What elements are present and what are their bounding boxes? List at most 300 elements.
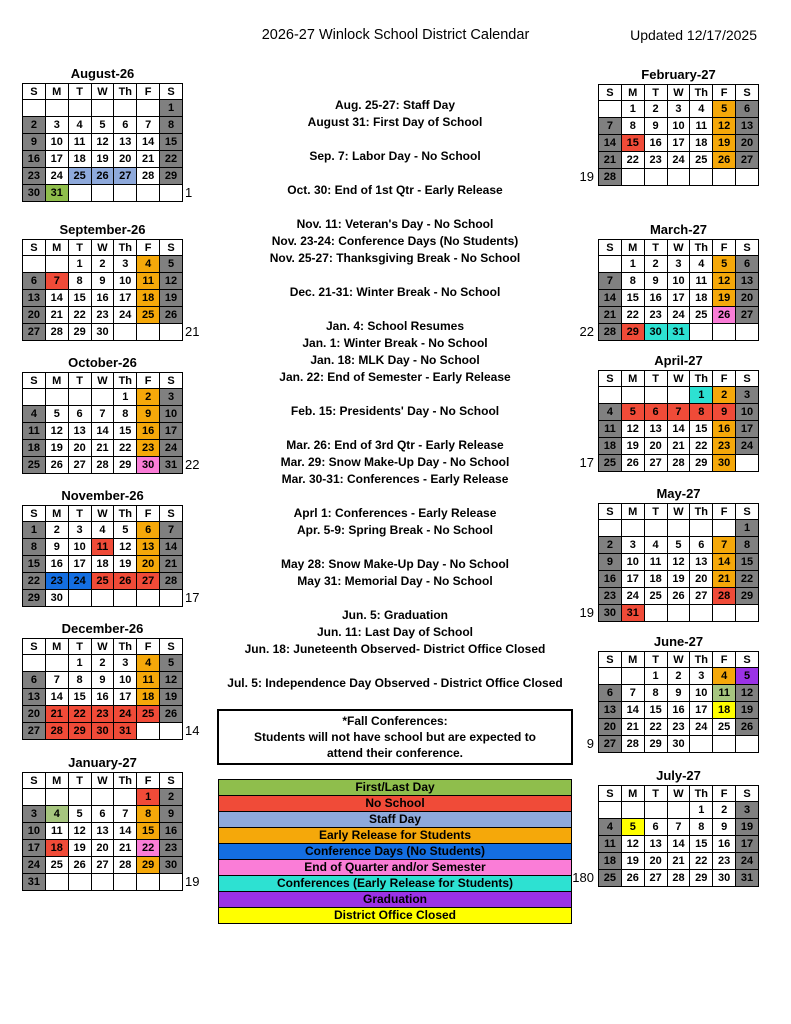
week-row bbox=[23, 307, 183, 324]
calendar-day: 27 bbox=[23, 324, 46, 341]
calendar-day: 6 bbox=[736, 256, 759, 273]
empty-cell bbox=[45, 256, 68, 273]
month-june-27 bbox=[586, 634, 759, 753]
day-header: W bbox=[667, 240, 690, 256]
calendar-day: 29 bbox=[137, 857, 160, 874]
calendar-day: 10 bbox=[23, 823, 46, 840]
calendar-day: 21 bbox=[621, 719, 644, 736]
calendar-day: 16 bbox=[644, 290, 667, 307]
calendar-day: 19 bbox=[91, 151, 114, 168]
event-group bbox=[209, 675, 581, 692]
calendar-day: 19 bbox=[160, 689, 183, 706]
day-header-row bbox=[599, 504, 759, 520]
month-february-27 bbox=[579, 67, 759, 186]
calendar-day: 2 bbox=[599, 537, 622, 554]
day-header: W bbox=[91, 373, 114, 389]
calendar-day: 30 bbox=[91, 324, 114, 341]
calendar-day: 8 bbox=[690, 819, 713, 836]
day-header: S bbox=[736, 652, 759, 668]
event-group bbox=[209, 437, 581, 488]
empty-cell bbox=[599, 256, 622, 273]
calendar-day: 21 bbox=[599, 307, 622, 324]
calendar-day: 12 bbox=[667, 554, 690, 571]
legend-row: Graduation bbox=[218, 891, 572, 908]
calendar-day: 1 bbox=[690, 387, 713, 404]
week-row bbox=[23, 689, 183, 706]
empty-cell bbox=[736, 736, 759, 753]
calendar-day: 30 bbox=[91, 723, 114, 740]
calendar-day: 20 bbox=[23, 706, 46, 723]
school-day-count: 17 bbox=[185, 590, 200, 605]
day-header-row bbox=[23, 240, 183, 256]
empty-cell bbox=[91, 789, 114, 806]
calendar-day: 9 bbox=[91, 672, 114, 689]
calendar-day: 28 bbox=[45, 324, 68, 341]
day-header: S bbox=[160, 373, 183, 389]
calendar-day: 16 bbox=[667, 702, 690, 719]
day-header: W bbox=[91, 639, 114, 655]
empty-cell bbox=[667, 605, 690, 622]
week-row bbox=[23, 151, 183, 168]
calendar-day: 28 bbox=[667, 455, 690, 472]
empty-cell bbox=[599, 802, 622, 819]
calendar-day: 24 bbox=[160, 440, 183, 457]
calendar-day: 23 bbox=[160, 840, 183, 857]
school-day-count: 19 bbox=[579, 605, 594, 620]
week-row bbox=[599, 685, 759, 702]
week-row bbox=[599, 404, 759, 421]
event-line: May 31: Memorial Day - No School bbox=[297, 574, 493, 588]
day-header: M bbox=[621, 240, 644, 256]
calendar-day: 9 bbox=[713, 819, 736, 836]
calendar-day: 5 bbox=[160, 655, 183, 672]
day-header: Th bbox=[114, 84, 137, 100]
calendar-day: 23 bbox=[23, 168, 46, 185]
calendar-day: 19 bbox=[736, 819, 759, 836]
calendar-day: 3 bbox=[667, 101, 690, 118]
calendar-day: 25 bbox=[599, 455, 622, 472]
empty-cell bbox=[736, 605, 759, 622]
calendar-day: 20 bbox=[736, 135, 759, 152]
calendar-day: 27 bbox=[91, 857, 114, 874]
month-october-26 bbox=[22, 355, 200, 474]
calendar-day: 4 bbox=[137, 256, 160, 273]
event-group bbox=[209, 318, 581, 386]
day-header: M bbox=[621, 371, 644, 387]
calendar-day: 28 bbox=[599, 324, 622, 341]
week-row bbox=[23, 389, 183, 406]
day-header: Th bbox=[114, 506, 137, 522]
empty-cell bbox=[667, 520, 690, 537]
calendar-day: 30 bbox=[160, 857, 183, 874]
calendar-day: 4 bbox=[137, 655, 160, 672]
empty-cell bbox=[644, 802, 667, 819]
calendar-day: 27 bbox=[137, 573, 160, 590]
school-day-count: 14 bbox=[185, 723, 200, 738]
month-title: January-27 bbox=[68, 755, 137, 770]
month-january-27 bbox=[22, 755, 200, 891]
empty-cell bbox=[160, 874, 183, 891]
calendar-day: 12 bbox=[713, 118, 736, 135]
month-title: April-27 bbox=[654, 353, 703, 368]
calendar-day: 12 bbox=[621, 836, 644, 853]
empty-cell bbox=[736, 324, 759, 341]
day-header: F bbox=[713, 786, 736, 802]
week-row bbox=[599, 571, 759, 588]
event-line: Nov. 23-24: Conference Days (No Students) bbox=[271, 234, 519, 248]
calendar-day: 15 bbox=[621, 290, 644, 307]
calendar-day: 16 bbox=[137, 423, 160, 440]
calendar-day: 4 bbox=[91, 522, 114, 539]
calendar-day: 8 bbox=[160, 117, 183, 134]
week-row bbox=[599, 256, 759, 273]
calendar-day: 27 bbox=[114, 168, 137, 185]
empty-cell bbox=[45, 100, 68, 117]
calendar-day: 23 bbox=[644, 152, 667, 169]
empty-cell bbox=[68, 100, 91, 117]
week-row bbox=[599, 152, 759, 169]
calendar-day: 12 bbox=[68, 823, 91, 840]
empty-cell bbox=[599, 668, 622, 685]
empty-cell bbox=[45, 655, 68, 672]
week-row bbox=[599, 290, 759, 307]
day-header: W bbox=[667, 652, 690, 668]
calendar-day: 24 bbox=[621, 588, 644, 605]
calendar-day: 2 bbox=[713, 387, 736, 404]
empty-cell bbox=[23, 100, 46, 117]
calendar-day: 8 bbox=[114, 406, 137, 423]
calendar-day: 31 bbox=[114, 723, 137, 740]
event-line: Feb. 15: Presidents' Day - No School bbox=[290, 404, 500, 418]
day-header: W bbox=[667, 85, 690, 101]
week-row bbox=[599, 836, 759, 853]
calendar-day: 2 bbox=[137, 389, 160, 406]
day-header: F bbox=[713, 371, 736, 387]
month-title: March-27 bbox=[649, 222, 708, 237]
month-title: October-26 bbox=[68, 355, 137, 370]
day-header: F bbox=[137, 373, 160, 389]
calendar-day: 15 bbox=[736, 554, 759, 571]
event-line: Jan. 1: Winter Break - No School bbox=[302, 336, 488, 350]
calendar-day: 18 bbox=[137, 689, 160, 706]
calendar-day: 30 bbox=[644, 324, 667, 341]
calendar-day: 23 bbox=[91, 706, 114, 723]
week-row bbox=[23, 655, 183, 672]
calendar-day: 25 bbox=[137, 706, 160, 723]
event-group bbox=[209, 284, 581, 301]
empty-cell bbox=[114, 324, 137, 341]
day-header: T bbox=[68, 773, 91, 789]
note-line: *Fall Conferences: bbox=[342, 714, 448, 728]
events-list bbox=[209, 97, 581, 692]
calendar-day: 15 bbox=[114, 423, 137, 440]
calendar-day: 12 bbox=[160, 672, 183, 689]
calendar-day: 28 bbox=[91, 457, 114, 474]
calendar-day: 26 bbox=[91, 168, 114, 185]
calendar-day: 29 bbox=[690, 870, 713, 887]
calendar-day: 23 bbox=[713, 853, 736, 870]
week-row bbox=[599, 802, 759, 819]
calendar-day: 12 bbox=[45, 423, 68, 440]
calendar-day: 21 bbox=[91, 440, 114, 457]
event-group bbox=[209, 182, 581, 199]
day-header-row bbox=[599, 652, 759, 668]
calendar-day: 13 bbox=[644, 836, 667, 853]
day-header: Th bbox=[114, 240, 137, 256]
event-line: Jan. 4: School Resumes bbox=[325, 319, 465, 333]
month-table bbox=[22, 372, 183, 474]
day-header: F bbox=[137, 639, 160, 655]
day-header: S bbox=[599, 240, 622, 256]
calendar-day: 22 bbox=[690, 853, 713, 870]
calendar-day: 6 bbox=[644, 404, 667, 421]
calendar-day: 20 bbox=[91, 840, 114, 857]
calendar-day: 19 bbox=[45, 440, 68, 457]
calendar-day: 1 bbox=[114, 389, 137, 406]
calendar-day: 14 bbox=[713, 554, 736, 571]
event-line: Mar. 30-31: Conferences - Early Release bbox=[281, 472, 509, 486]
day-header: S bbox=[599, 504, 622, 520]
months-column-left bbox=[22, 66, 222, 1006]
day-header: S bbox=[160, 639, 183, 655]
day-header: T bbox=[644, 504, 667, 520]
week-row bbox=[23, 185, 183, 202]
calendar-day: 17 bbox=[114, 689, 137, 706]
calendar-day: 28 bbox=[137, 168, 160, 185]
legend-row: No School bbox=[218, 795, 572, 812]
empty-cell bbox=[713, 324, 736, 341]
calendar-day: 3 bbox=[690, 668, 713, 685]
calendar-day: 21 bbox=[114, 840, 137, 857]
day-header: Th bbox=[690, 504, 713, 520]
day-header: Th bbox=[690, 652, 713, 668]
calendar-day: 6 bbox=[599, 685, 622, 702]
calendar-day: 23 bbox=[713, 438, 736, 455]
day-header: Th bbox=[114, 639, 137, 655]
week-row bbox=[599, 169, 759, 186]
calendar-day: 9 bbox=[160, 806, 183, 823]
calendar-day: 3 bbox=[160, 389, 183, 406]
day-header: S bbox=[23, 506, 46, 522]
day-header: F bbox=[137, 773, 160, 789]
calendar-day: 10 bbox=[114, 273, 137, 290]
calendar-day: 10 bbox=[667, 118, 690, 135]
month-table bbox=[598, 239, 759, 341]
week-row bbox=[23, 806, 183, 823]
calendar-day: 28 bbox=[160, 573, 183, 590]
event-line: Dec. 21-31: Winter Break - No School bbox=[289, 285, 501, 299]
day-header: T bbox=[68, 373, 91, 389]
calendar-day: 2 bbox=[713, 802, 736, 819]
calendar-day: 7 bbox=[45, 273, 68, 290]
calendar-day: 23 bbox=[644, 307, 667, 324]
calendar-day: 10 bbox=[114, 672, 137, 689]
calendar-day: 17 bbox=[45, 151, 68, 168]
calendar-day: 27 bbox=[644, 870, 667, 887]
empty-cell bbox=[621, 520, 644, 537]
calendar-day: 15 bbox=[23, 556, 46, 573]
calendar-day: 19 bbox=[736, 702, 759, 719]
month-table bbox=[22, 239, 183, 341]
empty-cell bbox=[644, 520, 667, 537]
calendar-day: 3 bbox=[736, 802, 759, 819]
calendar-day: 7 bbox=[91, 406, 114, 423]
day-header: T bbox=[644, 240, 667, 256]
calendar-day: 30 bbox=[713, 455, 736, 472]
empty-cell bbox=[621, 169, 644, 186]
empty-cell bbox=[621, 668, 644, 685]
calendar-day: 14 bbox=[91, 423, 114, 440]
calendar-day: 29 bbox=[114, 457, 137, 474]
calendar-day: 21 bbox=[137, 151, 160, 168]
calendar-day: 24 bbox=[736, 853, 759, 870]
calendar-day: 5 bbox=[667, 537, 690, 554]
calendar-day: 17 bbox=[667, 135, 690, 152]
calendar-day: 9 bbox=[713, 404, 736, 421]
calendar-day: 16 bbox=[23, 151, 46, 168]
empty-cell bbox=[137, 185, 160, 202]
month-table bbox=[598, 84, 759, 186]
month-december-26 bbox=[22, 621, 200, 740]
calendar-day: 22 bbox=[68, 307, 91, 324]
day-header: M bbox=[621, 85, 644, 101]
calendar-day: 5 bbox=[621, 819, 644, 836]
calendar-day: 5 bbox=[160, 256, 183, 273]
note-line: attend their conference. bbox=[326, 746, 464, 760]
week-row bbox=[23, 539, 183, 556]
calendar-day: 11 bbox=[599, 421, 622, 438]
day-header: Th bbox=[690, 371, 713, 387]
calendar-day: 6 bbox=[68, 406, 91, 423]
empty-cell bbox=[137, 590, 160, 607]
day-header-row bbox=[23, 639, 183, 655]
calendar-day: 18 bbox=[599, 438, 622, 455]
calendar-day: 24 bbox=[690, 719, 713, 736]
calendar-day: 6 bbox=[736, 101, 759, 118]
calendar-day: 30 bbox=[667, 736, 690, 753]
day-header: S bbox=[160, 84, 183, 100]
week-row bbox=[23, 423, 183, 440]
day-header: S bbox=[599, 786, 622, 802]
calendar-day: 23 bbox=[45, 573, 68, 590]
week-row bbox=[23, 840, 183, 857]
week-row bbox=[599, 537, 759, 554]
day-header: F bbox=[713, 85, 736, 101]
calendar-day: 14 bbox=[667, 836, 690, 853]
event-line: Jun. 18: Juneteenth Observed- District Office Closed bbox=[244, 642, 546, 656]
calendar-day: 17 bbox=[114, 290, 137, 307]
calendar-day: 5 bbox=[68, 806, 91, 823]
day-header: S bbox=[736, 371, 759, 387]
calendar-day: 14 bbox=[45, 689, 68, 706]
day-header: S bbox=[160, 240, 183, 256]
calendar-day: 13 bbox=[91, 823, 114, 840]
calendar-day: 20 bbox=[644, 438, 667, 455]
calendar-day: 21 bbox=[45, 706, 68, 723]
calendar-day: 17 bbox=[736, 421, 759, 438]
week-row bbox=[599, 870, 759, 887]
empty-cell bbox=[690, 169, 713, 186]
calendar-day: 1 bbox=[644, 668, 667, 685]
calendar-day: 8 bbox=[68, 672, 91, 689]
calendar-day: 9 bbox=[644, 118, 667, 135]
calendar-day: 24 bbox=[114, 706, 137, 723]
day-header: S bbox=[736, 240, 759, 256]
week-row bbox=[23, 789, 183, 806]
calendar-day: 19 bbox=[713, 290, 736, 307]
week-row bbox=[23, 573, 183, 590]
month-table bbox=[598, 370, 759, 472]
calendar-day: 6 bbox=[644, 819, 667, 836]
event-group bbox=[209, 148, 581, 165]
week-row bbox=[23, 406, 183, 423]
empty-cell bbox=[621, 387, 644, 404]
event-line: Sep. 7: Labor Day - No School bbox=[309, 149, 481, 163]
calendar-day: 10 bbox=[45, 134, 68, 151]
calendar-day: 5 bbox=[621, 404, 644, 421]
calendar-day: 7 bbox=[599, 273, 622, 290]
empty-cell bbox=[137, 324, 160, 341]
calendar-day: 18 bbox=[644, 571, 667, 588]
day-header: Th bbox=[114, 373, 137, 389]
calendar-day: 20 bbox=[690, 571, 713, 588]
week-row bbox=[23, 290, 183, 307]
empty-cell bbox=[160, 324, 183, 341]
empty-cell bbox=[91, 874, 114, 891]
calendar-day: 17 bbox=[68, 556, 91, 573]
calendar-day: 18 bbox=[690, 290, 713, 307]
day-header: M bbox=[621, 504, 644, 520]
calendar-day: 2 bbox=[160, 789, 183, 806]
calendar-day: 4 bbox=[68, 117, 91, 134]
event-line: Jun. 11: Last Day of School bbox=[316, 625, 474, 639]
calendar-day: 8 bbox=[644, 685, 667, 702]
empty-cell bbox=[713, 736, 736, 753]
week-row bbox=[23, 457, 183, 474]
calendar-day: 17 bbox=[160, 423, 183, 440]
calendar-day: 15 bbox=[68, 290, 91, 307]
month-table bbox=[22, 83, 183, 202]
month-title: February-27 bbox=[641, 67, 716, 82]
empty-cell bbox=[91, 185, 114, 202]
calendar-day: 14 bbox=[599, 135, 622, 152]
calendar-day: 19 bbox=[621, 438, 644, 455]
calendar-day: 20 bbox=[23, 307, 46, 324]
school-day-count: 19 bbox=[185, 874, 200, 889]
day-header: S bbox=[599, 371, 622, 387]
calendar-day: 14 bbox=[114, 823, 137, 840]
day-header: F bbox=[137, 240, 160, 256]
calendar-day: 26 bbox=[45, 457, 68, 474]
day-header: F bbox=[713, 652, 736, 668]
calendar-day: 3 bbox=[114, 655, 137, 672]
calendar-day: 23 bbox=[667, 719, 690, 736]
calendar-day: 4 bbox=[45, 806, 68, 823]
calendar-day: 19 bbox=[160, 290, 183, 307]
month-table bbox=[598, 785, 759, 887]
day-header-row bbox=[23, 373, 183, 389]
day-header: T bbox=[68, 639, 91, 655]
calendar-day: 9 bbox=[91, 273, 114, 290]
calendar-day: 22 bbox=[23, 573, 46, 590]
week-row bbox=[599, 819, 759, 836]
week-row bbox=[23, 440, 183, 457]
calendar-day: 28 bbox=[114, 857, 137, 874]
empty-cell bbox=[68, 789, 91, 806]
calendar-day: 2 bbox=[91, 655, 114, 672]
day-header: Th bbox=[690, 240, 713, 256]
calendar-day: 20 bbox=[599, 719, 622, 736]
